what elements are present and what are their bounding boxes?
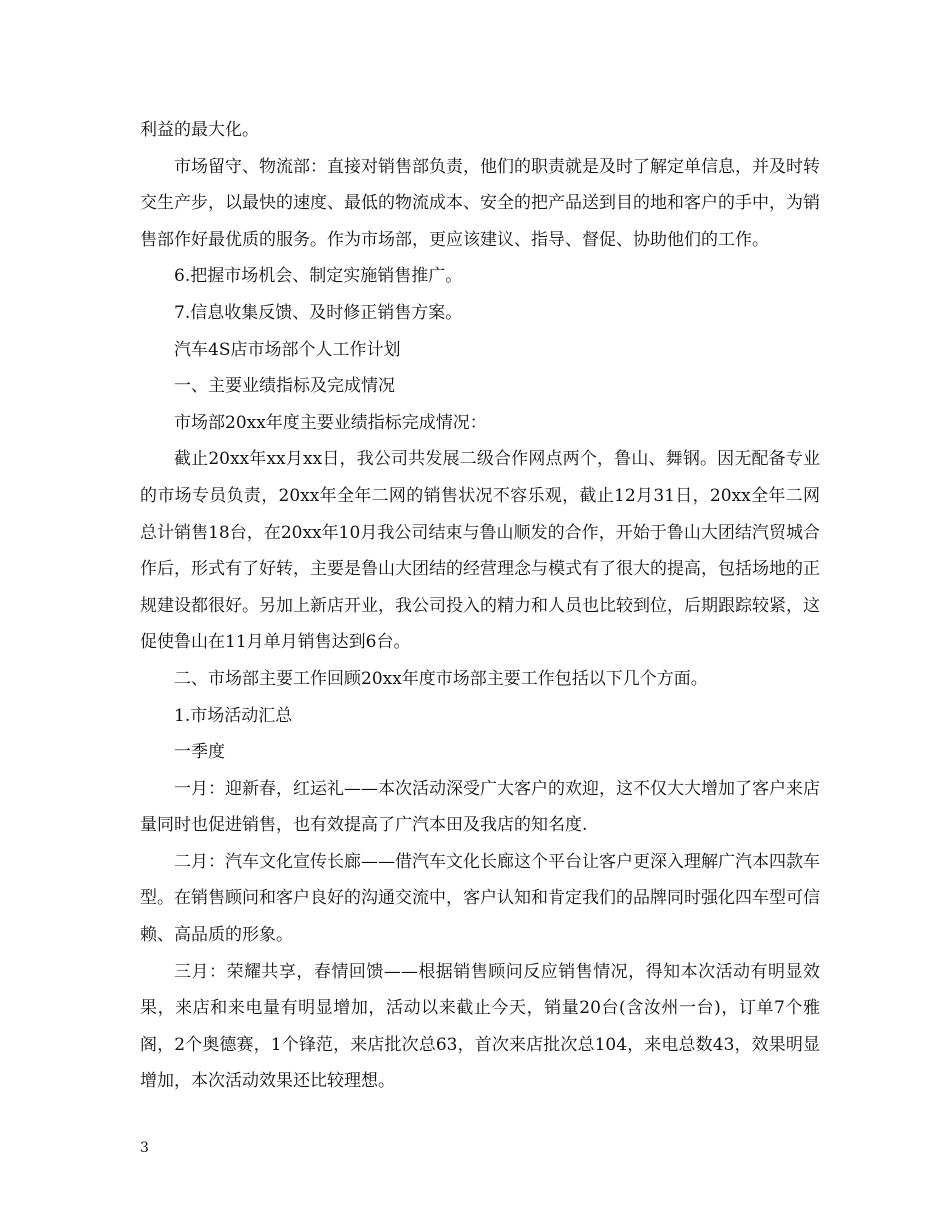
paragraph: 利益的最大化。 [140,120,259,140]
paragraph: 二月：汽车文化宣传长廊——借汽车文化长廊这个平台让客户更深入理解广汽本四款车型。在销售顾问和客户良好的沟通交流中，客户认知和肯定我们的品牌同时强化四车型可信赖、高品质的形象。 [140,851,820,946]
paragraph: 三月：荣耀共享，春情回馈——根据销售顾问反应销售情况，得知本次活动有明显效果，来店和来电量有明显增加，活动以来截止今天，销量20台(含汝州一台)，订单7个雅阁，2个奥德赛，1个锋范，来店批次总63，首次来店批次总104，来电总数43，效果明显增加，本次活动效果还比较理想。 [140,961,820,1092]
document-body [140,112,820,1100]
subsection-heading: 1.市场活动汇总 [174,705,293,726]
paragraph: 一月：迎新春，红运礼——本次活动深受广大客户的欢迎，这不仅大大增加了客户来店量同时也促进销售，也有效提高了广汽本田及我店的知名度. [140,778,820,836]
paragraph: 市场留守、物流部：直接对销售部负责，他们的职责就是及时了解定单信息，并及时转交生产步，以最快的速度、最低的物流成本、安全的把产品送到目的地和客户的手中，为销售部作好最优质的服务。作为市场部，更应该建议、指导、督促、协助他们的工作。 [140,156,820,250]
paragraph: 市场部20xx年度主要业绩指标完成情况： [174,412,487,433]
section-title: 汽车4S店市场部个人工作计划 [174,339,401,360]
section-heading: 二、市场部主要工作回顾20xx年度市场部主要工作包括以下几个方面。 [174,668,708,689]
paragraph: 截止20xx年xx月xx日，我公司共发展二级合作网点两个，鲁山、舞钢。因无配备专业的市场专员负责，20xx年全年二网的销售状况不容乐观，截止12月31日，20xx全年二网总计销售18台，在20xx年10月我公司结束与鲁山顺发的合作，开始于鲁山大团结汽贸城合作后，形式有了好转，主要是鲁山大团结的经营理念与模式有了很大的提高，包括场地的正规建设都很好。另加上新店开业，我公司投入的精力和人员也比较到位，后期跟踪较紧，这促使鲁山在11月单月销售达到6台。 [140,449,820,653]
list-item: 6.把握市场机会、制定实施销售推广。 [174,266,463,287]
page-number: 3 [140,1140,149,1156]
section-heading: 一、主要业绩指标及完成情况 [174,376,395,397]
list-item: 7.信息收集反馈、及时修正销售方案。 [174,302,463,323]
subsection-heading: 一季度 [174,742,225,763]
